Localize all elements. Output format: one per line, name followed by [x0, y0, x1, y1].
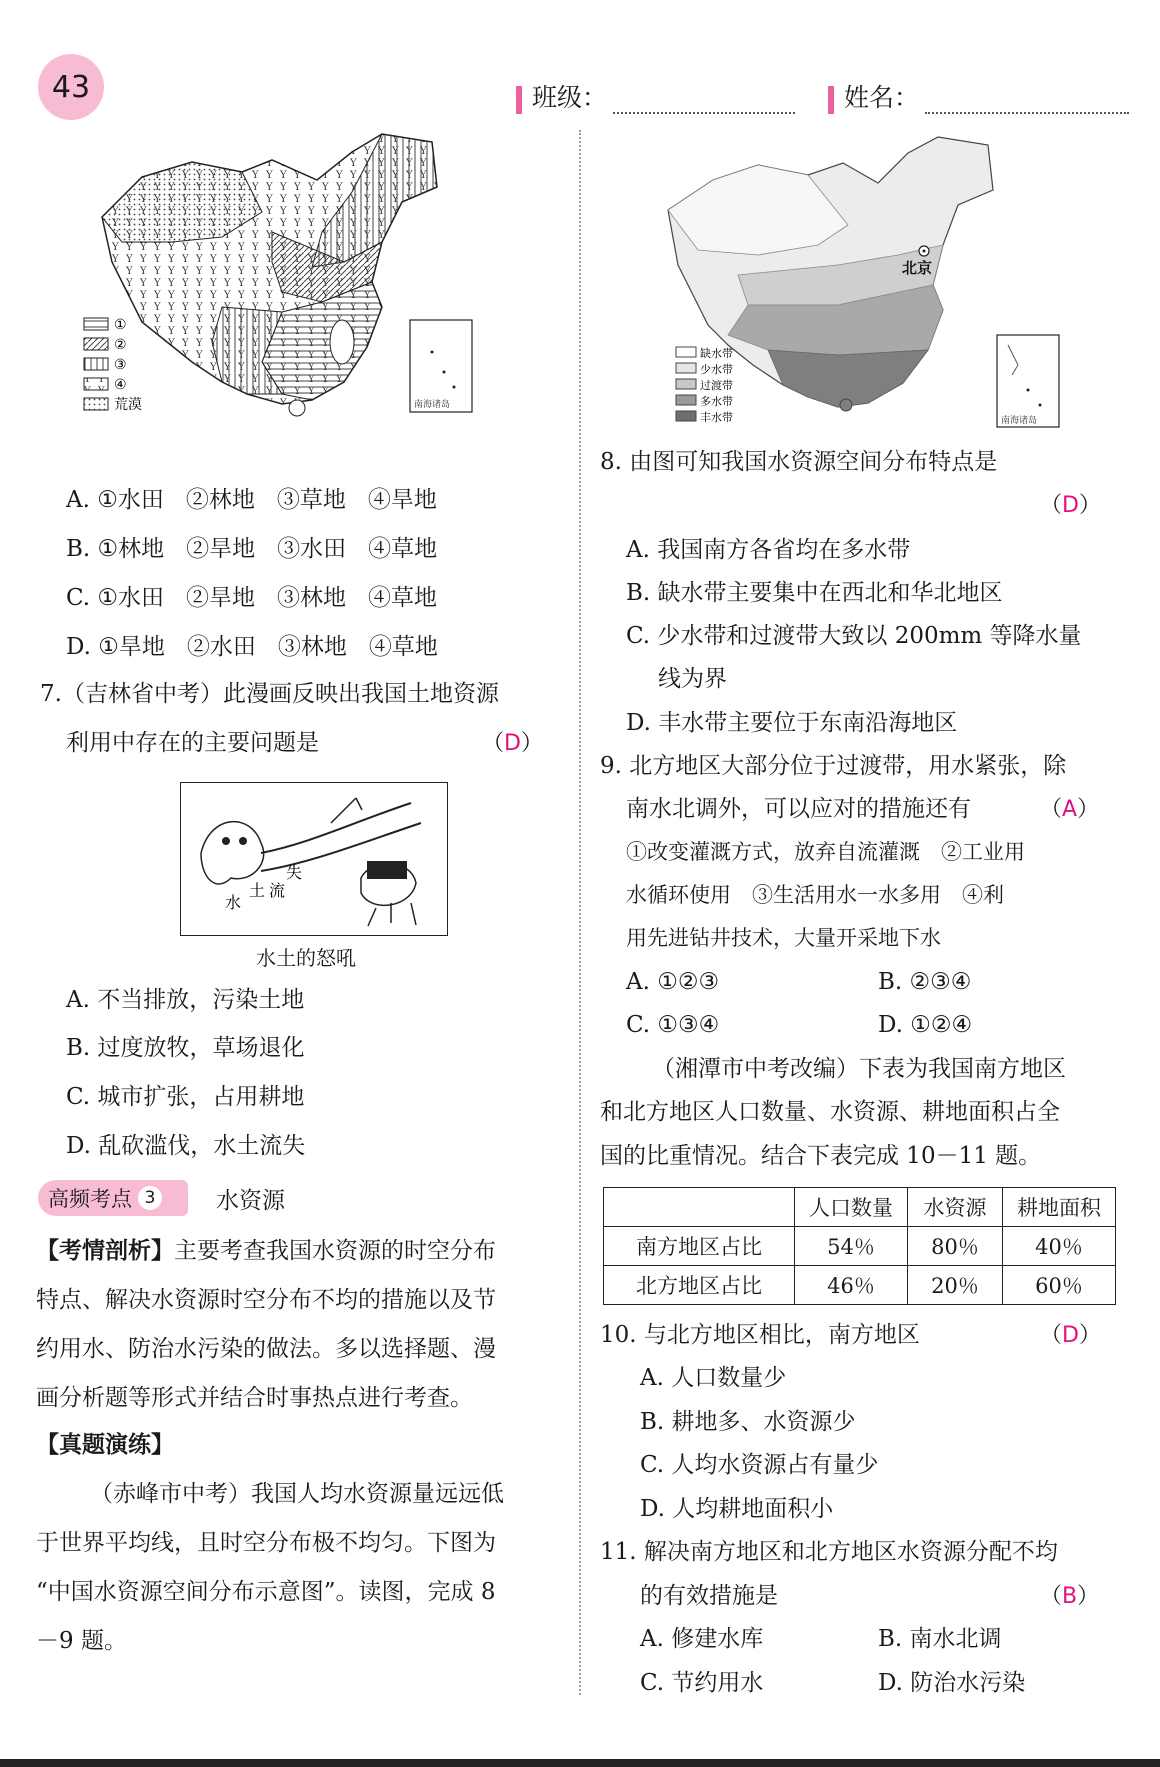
page-number: 43	[51, 69, 91, 105]
option-part: ②旱地	[186, 536, 256, 562]
accent-bar	[828, 86, 834, 114]
q7-option-c[interactable]: C. 城市扩张，占用耕地	[66, 1084, 305, 1110]
q6-option-c[interactable]	[66, 583, 437, 613]
q11-stem-line2: 的有效措施是	[640, 1583, 778, 1609]
q7-option-d[interactable]: D. 乱砍滥伐，水土流失	[66, 1133, 306, 1159]
legend-label: 多水带	[700, 395, 733, 408]
q7-stem-line1: 7.（吉林省中考）此漫画反映出我国土地资源	[40, 681, 499, 707]
q8-option-c-cont: 线为界	[658, 666, 727, 692]
q9-item-line: ①改变灌溉方式，放弃自流灌溉 ②工业用	[626, 840, 1025, 864]
land-use-map-svg	[82, 132, 534, 464]
option-part: C. ①水田	[66, 585, 165, 611]
table-cell: 20％	[908, 1266, 1003, 1305]
analysis-text: 主要考查我国水资源的时空分布	[174, 1238, 496, 1264]
name-label: 姓名：	[844, 83, 920, 112]
option-part: B. ①林地	[66, 536, 165, 562]
q6-option-b[interactable]	[66, 534, 437, 564]
section-tag	[38, 1180, 188, 1216]
q7-option-a[interactable]: A. 不当排放，污染土地	[66, 987, 305, 1013]
city-label: 北京	[902, 259, 933, 277]
table-cell: 46％	[795, 1266, 908, 1305]
column-divider	[579, 130, 581, 1695]
q9-item-line: 用先进钻井技术，大量开采地下水	[626, 926, 941, 950]
paren: ）	[1078, 493, 1101, 518]
q10-stem: 10. 与北方地区相比，南方地区	[600, 1322, 920, 1348]
intro-line: “中国水资源空间分布示意图”。读图，完成 8	[36, 1579, 496, 1605]
water-resource-map	[658, 135, 1068, 430]
q10-option-c[interactable]: C. 人均水资源占有量少	[640, 1452, 879, 1478]
land-use-map	[82, 132, 534, 464]
practice-heading: 【真题演练】	[36, 1432, 174, 1458]
option-part: ③水田	[277, 536, 347, 562]
option-part: ③林地	[277, 634, 347, 660]
q9-option-b[interactable]: B. ②③④	[878, 969, 972, 995]
table-cell: 54％	[795, 1227, 908, 1266]
page-number-badge	[38, 54, 104, 120]
q9-answer-box[interactable]	[1040, 794, 1099, 825]
q9-stem-line1: 9. 北方地区大部分位于过渡带，用水紧张，除	[600, 753, 1067, 779]
legend-label: ③	[114, 357, 127, 373]
q8-option-b[interactable]: B. 缺水带主要集中在西北和华北地区	[626, 580, 1003, 606]
paren: （	[1040, 1584, 1063, 1609]
section-tag-number: 3	[138, 1186, 162, 1210]
table-cell: 60％	[1003, 1266, 1116, 1305]
q6-option-a[interactable]	[66, 485, 437, 515]
intro-10-11-line: （湘潭市中考改编）下表为我国南方地区	[652, 1056, 1066, 1082]
paren: ）	[1077, 797, 1100, 822]
comic-text: 土	[249, 881, 266, 900]
intro-line: （赤峰市中考）我国人均水资源量远远低	[90, 1481, 504, 1507]
q11-option-a[interactable]: A. 修建水库	[640, 1626, 764, 1652]
name-field	[828, 78, 1129, 114]
option-part: ④旱地	[367, 487, 437, 513]
q8-option-c[interactable]: C. 少水带和过渡带大致以 200mm 等降水量	[626, 623, 1082, 649]
q11-stem-line1: 11. 解决南方地区和北方地区水资源分配不均	[600, 1539, 1058, 1565]
inset-label: 南海诸岛	[1001, 416, 1038, 426]
legend-label: 少水带	[700, 363, 733, 376]
table-row	[604, 1266, 1116, 1305]
legend-label: ②	[114, 337, 127, 353]
q11-option-d[interactable]: D. 防治水污染	[878, 1670, 1026, 1696]
data-table	[603, 1187, 1116, 1305]
paren: （	[1040, 493, 1063, 518]
table-row	[604, 1227, 1116, 1266]
paren: ）	[1078, 1323, 1101, 1348]
option-part: ③草地	[276, 487, 346, 513]
q8-stem: 8. 由图可知我国水资源空间分布特点是	[600, 449, 998, 475]
intro-line: 于世界平均线，且时空分布极不均匀。下图为	[36, 1530, 496, 1556]
water-resource-map-svg	[658, 135, 1068, 430]
q11-answer-box[interactable]	[1040, 1581, 1099, 1612]
q7-option-b[interactable]: B. 过度放牧，草场退化	[66, 1035, 305, 1061]
q7-answer: D	[504, 731, 521, 756]
legend-label: ①	[114, 317, 127, 333]
analysis-line	[36, 1236, 496, 1266]
table-cell: 80％	[908, 1227, 1003, 1266]
bottom-bar	[0, 1759, 1160, 1767]
name-blank[interactable]	[925, 90, 1129, 114]
option-part: ④草地	[368, 634, 438, 660]
legend-label: 缺水带	[700, 347, 733, 360]
table-cell: 北方地区占比	[604, 1266, 795, 1305]
inset-label: 南海诸岛	[414, 400, 451, 410]
option-part: ④草地	[368, 585, 438, 611]
section-tag-label: 高频考点	[48, 1187, 132, 1211]
paren: ）	[520, 731, 543, 756]
analysis-line: 画分析题等形式并结合时事热点进行考查。	[36, 1385, 473, 1411]
q9-stem-line2: 南水北调外，可以应对的措施还有	[626, 796, 971, 822]
intro-10-11-line: 和北方地区人口数量、水资源、耕地面积占全	[600, 1099, 1060, 1125]
table-cell: 40％	[1003, 1227, 1116, 1266]
q6-option-d[interactable]	[66, 632, 438, 662]
option-part: ②林地	[185, 487, 255, 513]
q10-answer-box[interactable]	[1040, 1320, 1101, 1351]
table-header: 耕地面积	[1003, 1188, 1116, 1227]
comic-text: 水	[225, 893, 242, 912]
q9-option-d[interactable]: D. ①②④	[878, 1012, 973, 1038]
paren: ）	[1077, 1584, 1100, 1609]
q8-answer: D	[1062, 493, 1079, 518]
q9-option-a[interactable]: A. ①②③	[626, 969, 720, 995]
comic-caption: 水土的怒吼	[256, 946, 356, 970]
table-header-row	[604, 1188, 1116, 1227]
q10-option-d[interactable]: D. 人均耕地面积小	[640, 1496, 834, 1522]
q8-option-d[interactable]: D. 丰水带主要位于东南沿海地区	[626, 710, 958, 736]
water-map-legend	[676, 346, 733, 424]
analysis-line: 特点、解决水资源时空分布不均的措施以及节	[36, 1287, 496, 1313]
table-header: 水资源	[908, 1188, 1003, 1227]
q10-option-a[interactable]: A. 人口数量少	[640, 1365, 787, 1391]
legend-label: 丰水带	[700, 411, 733, 424]
analysis-heading: 【考情剖析】	[36, 1238, 174, 1264]
intro-10-11-line: 国的比重情况。结合下表完成 10－11 题。	[600, 1143, 1042, 1169]
q10-answer: D	[1062, 1323, 1079, 1348]
table-header: 人口数量	[795, 1188, 908, 1227]
table-cell: 南方地区占比	[604, 1227, 795, 1266]
intro-line: －9 题。	[36, 1628, 127, 1654]
class-label: 班级：	[532, 83, 608, 112]
option-part: ④草地	[368, 536, 438, 562]
option-part: ③林地	[277, 585, 347, 611]
option-part: ②水田	[186, 634, 256, 660]
q11-option-b[interactable]: B. 南水北调	[878, 1626, 1002, 1652]
legend-label: 荒漠	[114, 397, 142, 413]
legend-label: ④	[114, 377, 127, 393]
q9-item-line: 水循环使用 ③生活用水一水多用 ④利	[626, 883, 1004, 907]
q9-answer: A	[1062, 797, 1078, 822]
q11-answer: B	[1062, 1584, 1078, 1609]
q10-option-b[interactable]: B. 耕地多、水资源少	[640, 1409, 856, 1435]
comic-illustration	[181, 783, 447, 935]
comic-text: 流	[269, 881, 286, 900]
option-part: D. ①旱地	[66, 634, 165, 660]
paren: （	[1040, 1323, 1063, 1348]
map-legend	[84, 317, 142, 413]
q7-answer-box[interactable]	[482, 728, 543, 759]
paren: （	[482, 731, 505, 756]
q8-answer-box[interactable]	[1040, 490, 1101, 521]
q8-option-a[interactable]: A. 我国南方各省均在多水带	[626, 537, 911, 563]
class-blank[interactable]	[613, 90, 795, 114]
paren: （	[1040, 797, 1063, 822]
q7-stem-line2: 利用中存在的主要问题是	[66, 730, 319, 756]
comic-text: 失	[286, 863, 303, 882]
class-field	[516, 78, 795, 114]
q9-option-c[interactable]: C. ①③④	[626, 1012, 720, 1038]
analysis-line: 约用水、防治水污染的做法。多以选择题、漫	[36, 1336, 496, 1362]
legend-label: 过渡带	[700, 379, 733, 392]
comic-frame	[180, 782, 448, 936]
table-cell	[604, 1188, 795, 1227]
accent-bar	[516, 86, 522, 114]
q11-option-c[interactable]: C. 节约用水	[640, 1670, 764, 1696]
option-part: A. ①水田	[66, 487, 164, 513]
option-part: ②旱地	[186, 585, 256, 611]
section-title: 水资源	[216, 1188, 285, 1214]
